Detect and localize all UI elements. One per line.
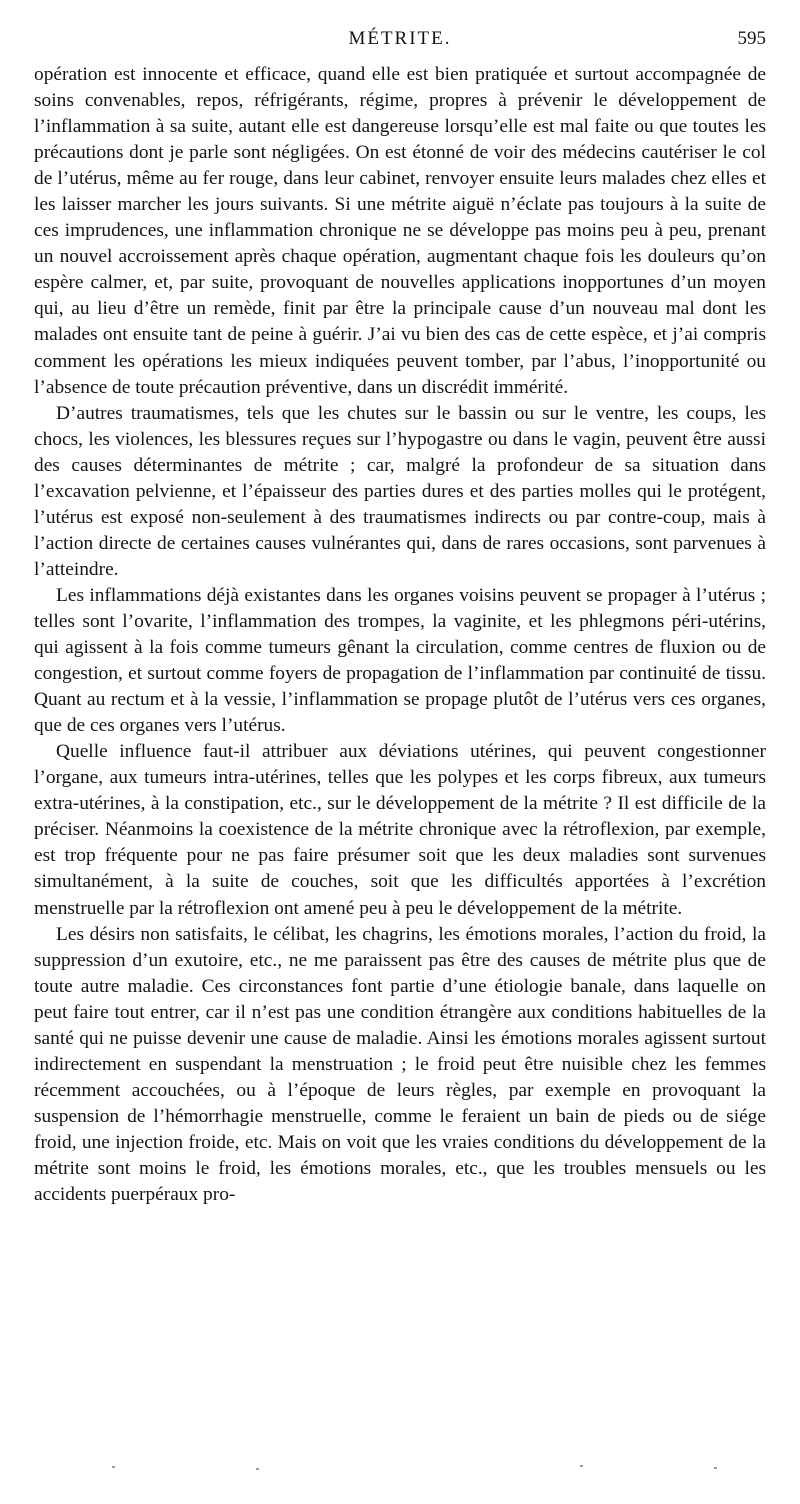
paragraph: Quelle influence faut-il attribuer aux déviations utérines, qui peuvent congestionner l’organe, aux tumeurs intra-utérines, telles que les polypes et les corps fibreux, aux tumeurs extra-utérines, à la constipation, etc., sur le développement de la métrite ? Il est difficile de la préciser. Néanmoins la coexistence de la métrite chronique avec la rétroflexion, par exemple, est trop fréquente pour ne pas faire présumer soit que les deux maladies sont survenues simultanément, à la suite de couches, soit que les difficultés apportées à l’excrétion menstruelle par la rétroflexion ont amené peu à peu le développement de la métrite. bbox=[34, 741, 766, 919]
scan-specks bbox=[0, 1462, 800, 1472]
running-title: MÉTRITE. bbox=[348, 28, 452, 49]
paragraph: opération est innocente et efficace, quand elle est bien pratiquée et surtout accompagnée de soins convenables, repos, réfrigérants, régime, propres à prévenir le développement de l’inflammation à sa suite, autant elle est dangereuse lorsqu’elle est mal faite ou que toutes les précautions dont je parle sont négligées. On est étonné de voir des médecins cautériser le col de l’utérus, même au fer rouge, dans leur cabinet, renvoyer ensuite leurs malades chez elles et les laisser marcher les jours suivants. Si une métrite aiguë n’éclate pas toujours à la suite de ces imprudences, une inflammation chronique ne se développe pas moins peu à peu, prenant un nouvel accroissement après chaque opération, augmentant chaque fois les douleurs qu’on espère calmer, et, par suite, provoquant de nouvelles applications inopportunes d’un moyen qui, au lieu d’être un remède, finit par être la principale cause d’un nouveau mal dont les malades ont ensuite tant de peine à guérir. J’ai vu bien des cas de cette espèce, et j’ai compris comment les opérations les mieux indiquées peuvent tomber, par l’abus, l’inopportunité ou l’absence de toute précaution préventive, dans un discrédit immérité. bbox=[34, 64, 766, 398]
page-number: 595 bbox=[737, 28, 766, 49]
paragraph: Les désirs non satisfaits, le célibat, les chagrins, les émotions morales, l’action du froid, la suppression d’un exutoire, etc., ne me paraissent pas être des causes de métrite plus que de toute autre maladie. Ces circonstances font partie d’une étiologie banale, dans laquelle on peut faire tout entrer, car il n’est pas une condition étrangère aux conditions habituelles de la santé qui ne puisse devenir une cause de maladie. Ainsi les émotions morales agissent surtout indirectement en suspendant la menstruation ; le froid peut être nuisible chez les femmes récemment accouchées, ou à l’époque de leurs règles, par exemple en provoquant la suspension de l’hémorrhagie menstruelle, comme le feraient un bain de pieds ou de siége froid, une injection froide, etc. Mais on voit que les vraies conditions du développement de la métrite sont moins le froid, les émotions morales, etc., que les troubles mensuels ou les accidents puerpéraux pro- bbox=[34, 923, 766, 1206]
paragraph: Les inflammations déjà existantes dans les organes voisins peuvent se propager à l’utérus ; telles sont l’ovarite, l’inflammation des trompes, la vaginite, et les phlegmons péri-utérins, qui agissent à la fois comme tumeurs gênant la circulation, comme centres de fluxion ou de congestion, et surtout comme foyers de propagation de l’inflammation par continuité de tissu. Quant au rectum et à la vessie, l’inflammation se propage plutôt de l’utérus vers ces organes, que de ces organes vers l’utérus. bbox=[34, 584, 766, 737]
book-page bbox=[34, 28, 766, 1208]
paragraph: D’autres traumatismes, tels que les chutes sur le bassin ou sur le ventre, les coups, les chocs, les violences, les blessures reçues sur l’hypogastre ou dans le vagin, peuvent être aussi des causes déterminantes de métrite ; car, malgré la profondeur de sa situation dans l’excavation pelvienne, et l’épaisseur des parties dures et des parties molles qui le protégent, l’utérus est exposé non-seulement à des traumatismes indirects ou par contre-coup, mais à l’action directe de certaines causes vulnérantes qui, dans de rares occasions, sont parvenues à l’atteindre. bbox=[34, 402, 766, 580]
scan-speck bbox=[256, 1468, 259, 1470]
body-text bbox=[34, 62, 766, 1208]
running-head bbox=[34, 28, 766, 62]
scan-speck bbox=[714, 1467, 717, 1469]
scan-speck bbox=[580, 1465, 583, 1467]
scan-speck bbox=[112, 1466, 115, 1468]
